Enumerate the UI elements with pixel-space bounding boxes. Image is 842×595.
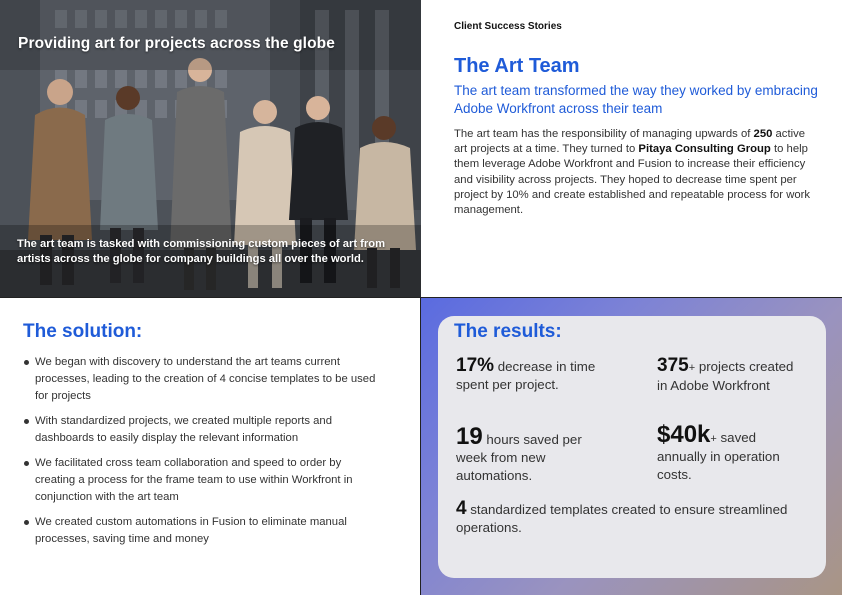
stat-value: 17% [456, 355, 495, 376]
stat-text: standardized templates created to ensure streamlined operations. [456, 502, 788, 535]
stat-suffix: + [710, 433, 717, 445]
solution-item: With standardized projects, we created multiple reports and dashboards to easily display the relevant information [24, 413, 384, 447]
photo-title: Providing art for projects across the globe [18, 35, 335, 52]
stat-text: decrease in time spent per project. [456, 359, 596, 392]
stat-templates [456, 500, 796, 537]
stat-projects-created [657, 357, 807, 395]
stat-hours-saved [456, 423, 616, 485]
page-subtitle: The art team transformed the way they worked by embracing Adobe Workfront across their team [454, 83, 818, 116]
stat-value: 19 [456, 423, 483, 450]
stat-cost-saved [657, 421, 807, 484]
stat-suffix: + [688, 362, 696, 374]
results-title: The results: [454, 321, 562, 342]
solution-item: We facilitated cross team collaboration and speed to order by creating a process for the frame team to use within Workfront in conjunction with the art team [24, 455, 384, 506]
solution-title: The solution: [23, 321, 143, 342]
stat-value: 4 [456, 498, 467, 519]
intro-paragraph [454, 127, 819, 218]
project-count: 250 [753, 128, 773, 140]
intro-text-2: active art projects at a time. They turned to [454, 128, 806, 156]
hero-photo [0, 0, 421, 297]
solution-list [24, 354, 384, 556]
stat-text: saved annually in operation costs. [657, 430, 780, 482]
solution-item: We created custom automations in Fusion to eliminate manual processes, saving time and money [24, 514, 384, 548]
stat-text: hours saved per week from new automations. [456, 432, 582, 483]
stat-time-decrease [456, 357, 606, 394]
page-title: The Art Team [454, 55, 580, 77]
eyebrow-label: Client Success Stories [454, 21, 562, 32]
stat-value: 375 [657, 355, 689, 376]
solution-item: We began with discovery to understand the art teams current processes, leading to the creation of 4 concise templates to be used for projects [24, 354, 384, 405]
photo-caption: The art team is tasked with commissioning custom pieces of art from artists across the globe for company buildings all over the world. [17, 238, 386, 265]
company-name: Pitaya Consulting Group [638, 143, 771, 156]
stat-value: $40k [657, 421, 711, 448]
stat-text: projects created in Adobe Workfront [657, 359, 794, 393]
intro-text-3: to help them leverage Adobe Workfront and Fusion to increase their efficiency and visibility across projects. They hoped to decrease time spent per project by 10% and create established and repeatable process for work management. [454, 143, 811, 217]
intro-text-1: The art team has the responsibility of managing upwards of [454, 128, 754, 140]
